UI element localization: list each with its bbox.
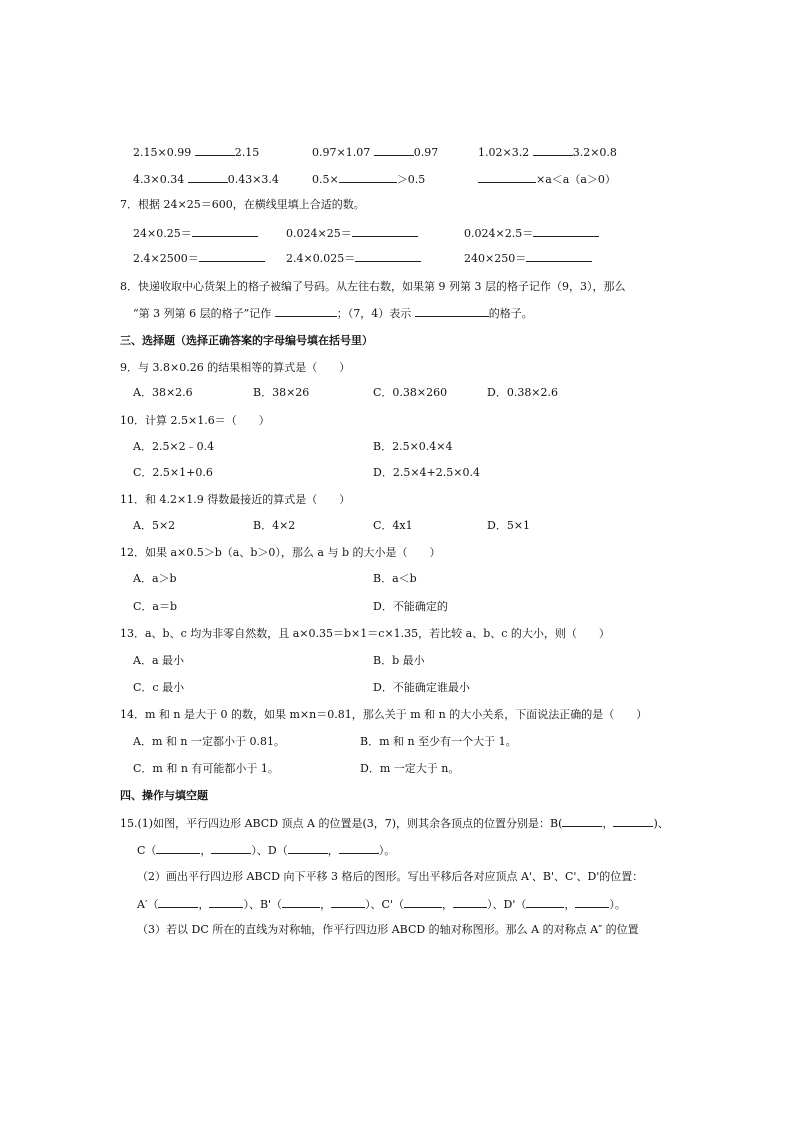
answer-blank[interactable] bbox=[526, 897, 564, 908]
q9-option-d[interactable]: D．0.38×2.6 bbox=[487, 386, 559, 399]
q11-option-d[interactable]: D．5×1 bbox=[487, 519, 531, 532]
answer-blank[interactable] bbox=[158, 897, 198, 908]
compare-1b: 0.97×1.07 0.97 bbox=[312, 146, 439, 159]
answer-blank[interactable] bbox=[331, 897, 365, 908]
compare-1c: 1.02×3.2 3.2×0.8 bbox=[478, 146, 617, 159]
q12-option-d[interactable]: D．不能确定的 bbox=[373, 600, 448, 613]
q7-eq1: 24×0.25＝ bbox=[133, 226, 258, 241]
answer-blank[interactable] bbox=[613, 816, 653, 827]
answer-blank[interactable] bbox=[211, 843, 251, 854]
q13-option-d[interactable]: D．不能确定谁最小 bbox=[373, 681, 470, 694]
q15-part1: 15.(1)如图，平行四边形 ABCD 顶点 A 的位置是(3，7)，则其余各顶点的位置分别是：B( ， )、 bbox=[120, 817, 669, 830]
answer-blank[interactable] bbox=[575, 897, 609, 908]
answer-blank[interactable] bbox=[156, 843, 200, 854]
q7-eq3: 0.024×2.5＝ bbox=[464, 226, 599, 241]
answer-blank[interactable] bbox=[533, 145, 573, 156]
q14-option-b[interactable]: B．m 和 n 至少有一个大于 1。 bbox=[360, 735, 517, 748]
answer-blank[interactable] bbox=[562, 816, 602, 827]
answer-blank[interactable] bbox=[188, 172, 228, 183]
answer-blank[interactable] bbox=[192, 226, 258, 237]
answer-blank[interactable] bbox=[339, 172, 397, 183]
compare-2a: 4.3×0.34 0.43×3.4 bbox=[133, 173, 279, 186]
q11-option-a[interactable]: A．5×2 bbox=[133, 519, 176, 532]
section-4-heading: 四、操作与填空题 bbox=[120, 789, 208, 802]
answer-blank[interactable] bbox=[415, 306, 489, 317]
q10-option-c[interactable]: C．2.5×1+0.6 bbox=[133, 466, 213, 479]
answer-blank[interactable] bbox=[209, 897, 243, 908]
q9-stem: 9．与 3.8×0.26 的结果相等的算式是（ ） bbox=[120, 361, 351, 374]
section-3-heading: 三、选择题（选择正确答案的字母编号填在括号里） bbox=[120, 334, 373, 347]
q13-stem: 13．a、b、c 均为非零自然数，且 a×0.35＝b×1＝c×1.35，若比较 a、b、c 的大小，则（ ） bbox=[120, 627, 610, 640]
answer-blank[interactable] bbox=[453, 897, 487, 908]
answer-blank[interactable] bbox=[355, 251, 421, 262]
answer-blank[interactable] bbox=[199, 251, 265, 262]
answer-blank[interactable] bbox=[404, 897, 442, 908]
q14-option-d[interactable]: D．m 一定大于 n。 bbox=[360, 762, 460, 775]
compare-1a: 2.15×0.99 2.15 bbox=[133, 146, 260, 159]
compare-2b: 0.5× ＞0.5 bbox=[312, 173, 426, 186]
answer-blank[interactable] bbox=[339, 843, 379, 854]
q10-stem: 10．计算 2.5×1.6＝（ ） bbox=[120, 414, 270, 427]
answer-blank[interactable] bbox=[195, 145, 235, 156]
answer-blank[interactable] bbox=[282, 897, 320, 908]
q10-option-b[interactable]: B．2.5×0.4×4 bbox=[373, 440, 453, 453]
q13-option-c[interactable]: C．c 最小 bbox=[133, 681, 185, 694]
answer-blank[interactable] bbox=[275, 306, 337, 317]
q10-option-d[interactable]: D．2.5×4+2.5×0.4 bbox=[373, 466, 480, 479]
answer-blank[interactable] bbox=[478, 172, 536, 183]
q8-line2: “第 3 列第 6 层的格子”记作 ；（7，4）表示 的格子。 bbox=[133, 307, 533, 320]
q12-stem: 12．如果 a×0.5＞b（a、b＞0），那么 a 与 b 的大小是（ ） bbox=[120, 546, 441, 559]
q12-option-c[interactable]: C．a＝b bbox=[133, 600, 178, 613]
q7-eq6: 240×250＝ bbox=[464, 251, 592, 266]
q12-option-b[interactable]: B．a＜b bbox=[373, 572, 417, 585]
q12-option-a[interactable]: A．a＞b bbox=[133, 572, 177, 585]
q7-eq2: 0.024×25＝ bbox=[286, 226, 418, 241]
answer-blank[interactable] bbox=[288, 843, 328, 854]
q9-option-c[interactable]: C．0.38×260 bbox=[373, 386, 448, 399]
q15-part1-cd: C（ ， ）、D（ ， ）。 bbox=[137, 844, 396, 857]
q14-option-a[interactable]: A．m 和 n 一定都小于 0.81。 bbox=[133, 735, 285, 748]
q9-option-b[interactable]: B．38×26 bbox=[253, 386, 310, 399]
q10-option-a[interactable]: A．2.5×2﹣0.4 bbox=[133, 440, 215, 453]
q15-part2-answers: A′（ ， ）、B'（ ， ）、C'（ ， ）、D'（ ， ）。 bbox=[137, 898, 626, 911]
q14-stem: 14．m 和 n 是大于 0 的数，如果 m×n＝0.81，那么关于 m 和 n 的大小关系，下面说法正确的是（ ） bbox=[120, 708, 648, 721]
q13-option-a[interactable]: A．a 最小 bbox=[133, 654, 184, 667]
q7-eq5: 2.4×0.025＝ bbox=[286, 251, 421, 266]
q15-part3: （3）若以 DC 所在的直线为对称轴，作平行四边形 ABCD 的轴对称图形。那么 A 的对称点 A″ 的位置 bbox=[137, 923, 639, 936]
q7-stem: 7．根据 24×25＝600，在横线里填上合适的数。 bbox=[120, 198, 365, 211]
compare-2c: ×a＜a（a＞0） bbox=[478, 172, 616, 187]
q8-line1: 8．快递收取中心货架上的格子被编了号码。从左往右数，如果第 9 列第 3 层的格子记作（9，3），那么 bbox=[120, 280, 626, 293]
answer-blank[interactable] bbox=[526, 251, 592, 262]
q11-option-b[interactable]: B．4×2 bbox=[253, 519, 296, 532]
q9-option-a[interactable]: A．38×2.6 bbox=[133, 386, 193, 399]
q11-option-c[interactable]: C．4x1 bbox=[373, 519, 413, 532]
q15-part2: （2）画出平行四边形 ABCD 向下平移 3 格后的图形。写出平移后各对应顶点 A'、B'、C'、D'的位置： bbox=[137, 870, 644, 883]
q11-stem: 11．和 4.2×1.9 得数最接近的算式是（ ） bbox=[120, 493, 351, 506]
answer-blank[interactable] bbox=[352, 226, 418, 237]
q14-option-c[interactable]: C．m 和 n 有可能都小于 1。 bbox=[133, 762, 279, 775]
q13-option-b[interactable]: B．b 最小 bbox=[373, 654, 425, 667]
q7-eq4: 2.4×2500＝ bbox=[133, 251, 265, 266]
answer-blank[interactable] bbox=[374, 145, 414, 156]
answer-blank[interactable] bbox=[533, 226, 599, 237]
